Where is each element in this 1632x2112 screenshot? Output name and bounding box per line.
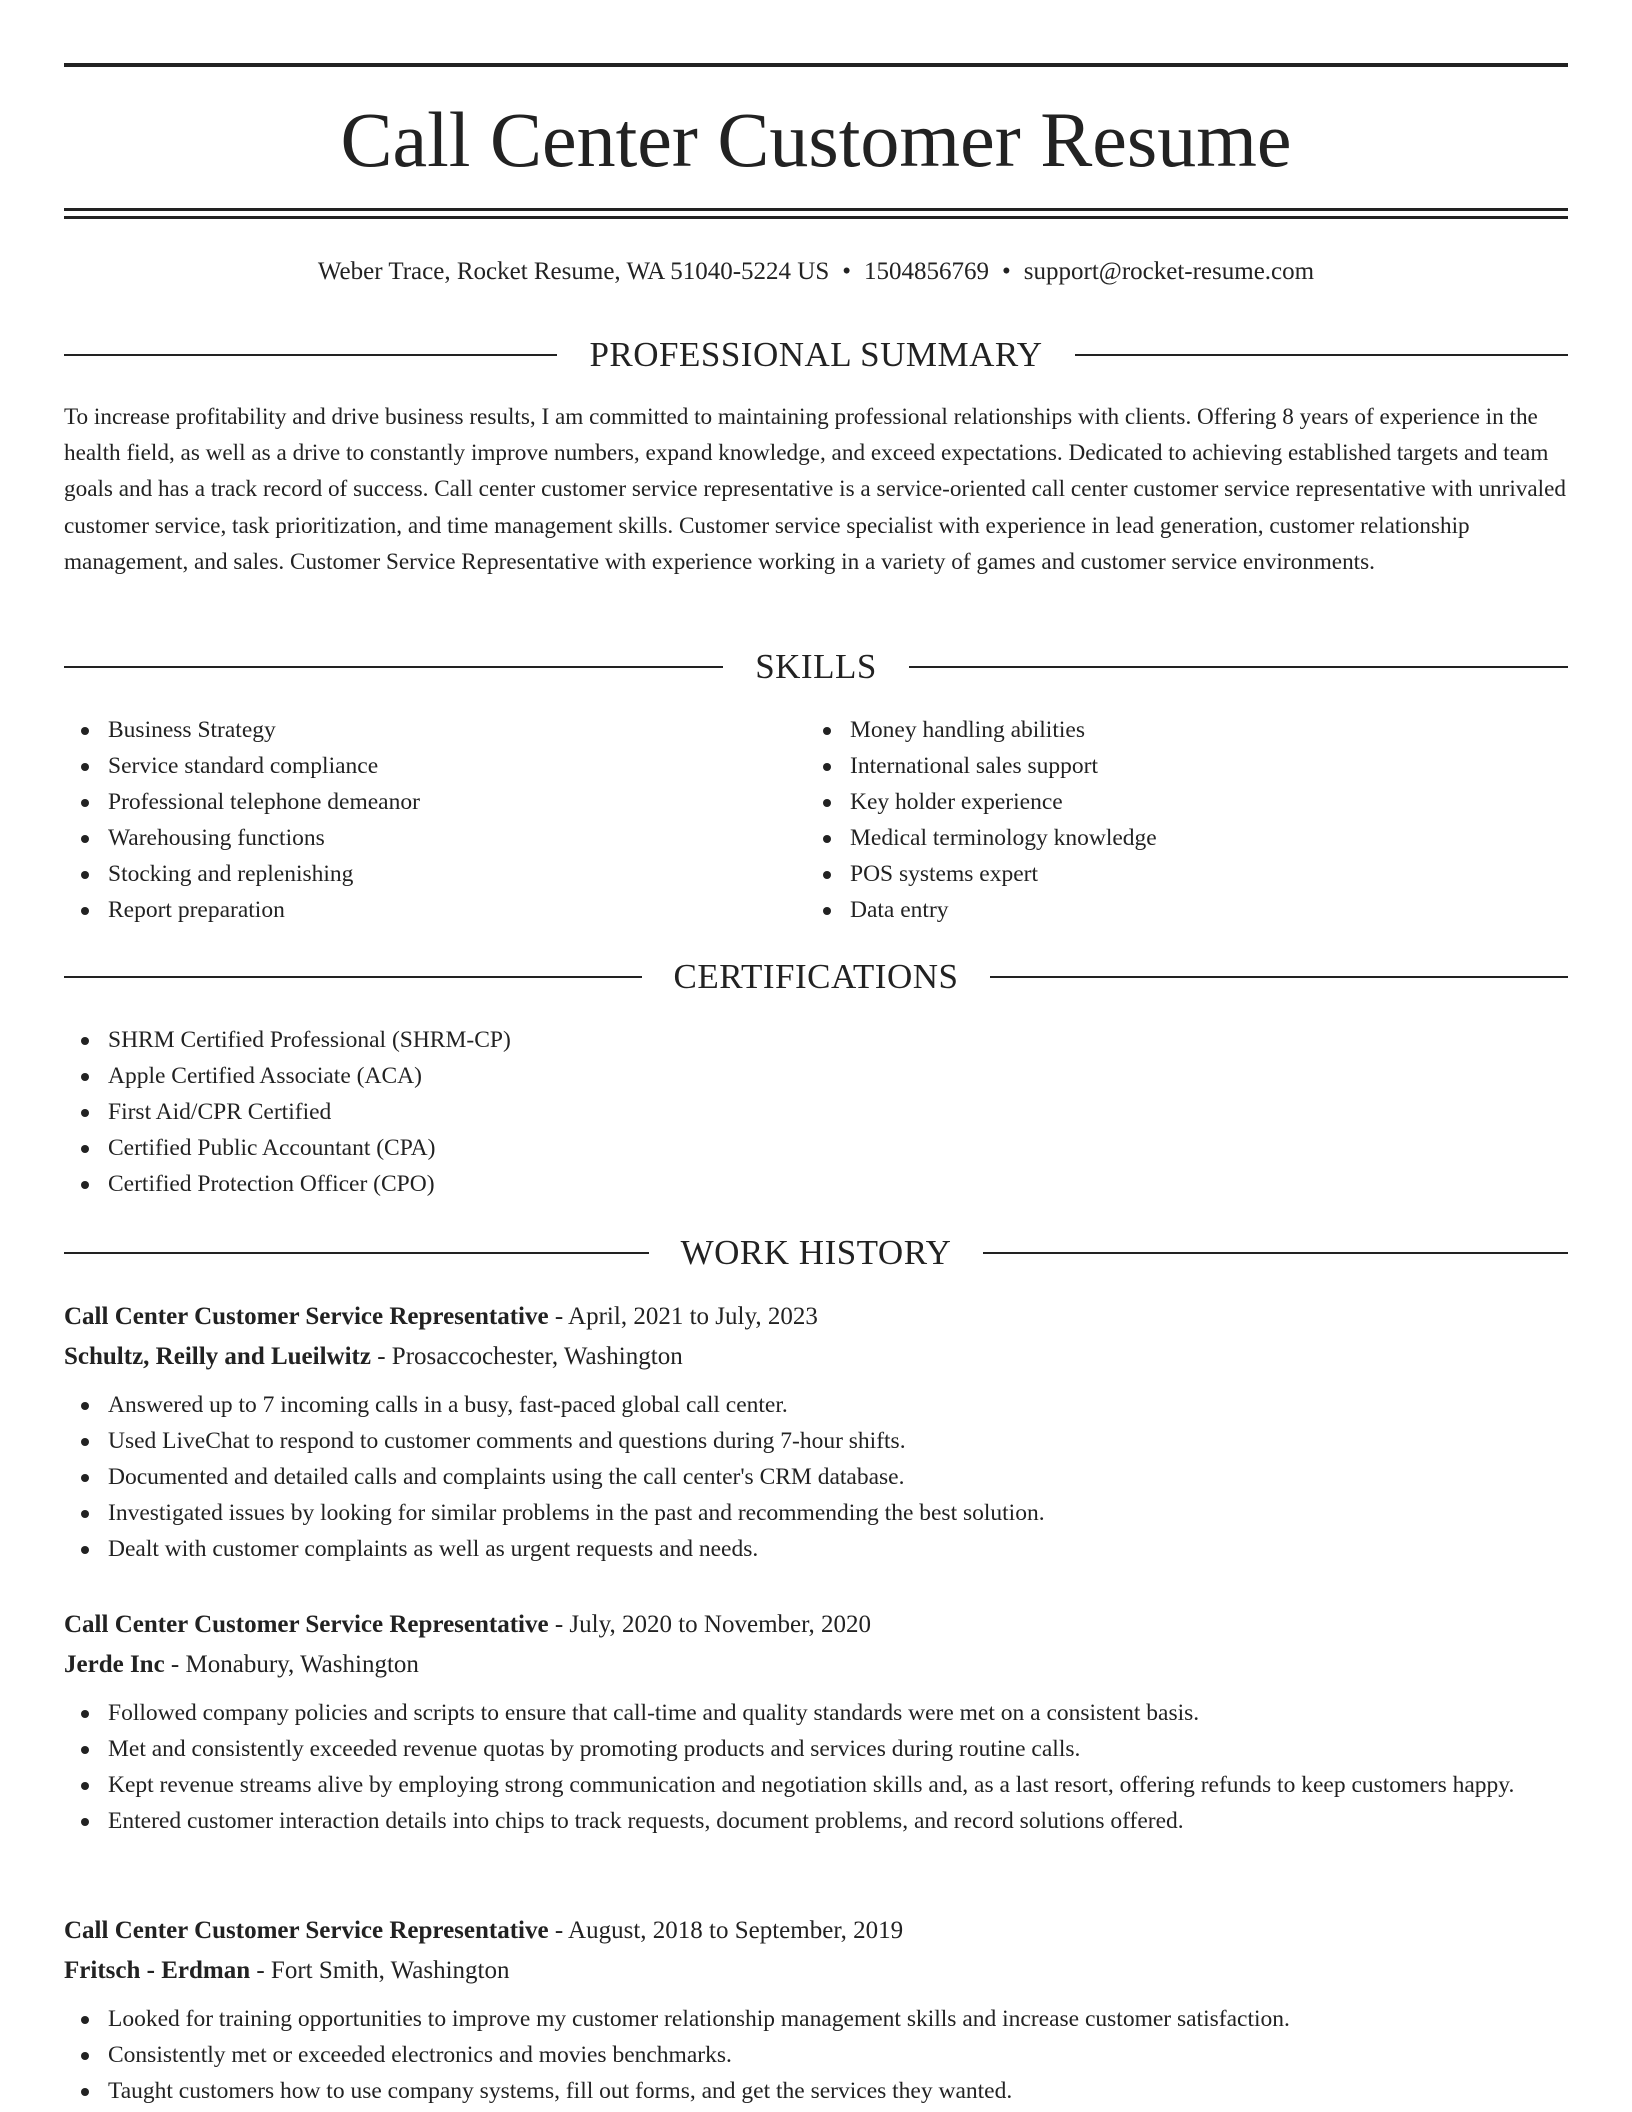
certifications-list [64, 1022, 1568, 1202]
job-role-line [64, 1605, 1568, 1645]
job-bullets [64, 1387, 1568, 1567]
list-item: Certified Public Accountant (CPA) [64, 1130, 1568, 1166]
heading-rule-right [983, 1252, 1568, 1254]
list-item: SHRM Certified Professional (SHRM-CP) [64, 1022, 1568, 1058]
job-company: Fritsch - Erdman [64, 1957, 251, 1984]
job-company: Schultz, Reilly and Lueilwitz [64, 1343, 371, 1370]
list-item: Met and consistently exceeded revenue quotas by promoting products and services during routine calls. [64, 1731, 1568, 1767]
job-role: Call Center Customer Service Representative [64, 1917, 549, 1944]
resume-title: Call Center Customer Resume [340, 96, 1292, 183]
section-heading-skills [64, 645, 1568, 689]
list-item: Entered customer interaction details into chips to track requests, document problems, and record solutions offered. [64, 1803, 1568, 1839]
heading-rule-left [64, 354, 557, 356]
job-dates: - July, 2020 to November, 2020 [548, 1611, 871, 1638]
heading-rule-right [990, 976, 1568, 978]
section-heading-summary [64, 333, 1568, 377]
skills-list [64, 712, 1568, 928]
section-heading-certifications [64, 955, 1568, 999]
header-bottom-rule-1 [64, 208, 1568, 211]
list-item: Report preparation [64, 892, 806, 928]
section-title: CERTIFICATIONS [673, 957, 959, 996]
section-heading-work-history [64, 1231, 1568, 1275]
contact-address: Weber Trace, Rocket Resume, WA 51040-5224 US [317, 258, 830, 285]
heading-rule-left [64, 976, 642, 978]
list-item: Apple Certified Associate (ACA) [64, 1058, 1568, 1094]
section-title: PROFESSIONAL SUMMARY [589, 335, 1043, 374]
list-item: Money handling abilities [806, 712, 1548, 748]
job-bullets [64, 1695, 1568, 1839]
job-company-line [64, 1951, 1568, 1991]
list-item: International sales support [806, 748, 1548, 784]
section-title: SKILLS [755, 647, 877, 686]
summary-paragraph: To increase profitability and drive business results, I am committed to maintaining professional relationships with clients. Offering 8 years of experience in the health field, as well as a drive to constantly improve numbers, expand knowledge, and exceed expectations. Dedicated to achieving established targets and team goals and has a track record of success. Call center customer service representative is a service-oriented call center customer service representative with unrivaled customer service, task prioritization, and time management skills. Customer service specialist with experience in lead generation, customer relationship management, and sales. Customer Service Representative with experience working in a variety of games and customer service environments. [64, 404, 1567, 575]
list-item: Certified Protection Officer (CPO) [64, 1166, 1568, 1202]
list-item: First Aid/CPR Certified [64, 1094, 1568, 1130]
list-item: Data entry [806, 892, 1548, 928]
job-entry [64, 1297, 1568, 1567]
contact-phone: 1504856769 [864, 258, 990, 285]
skills-column-right [806, 712, 1548, 928]
job-location: - Monabury, Washington [164, 1651, 419, 1678]
section-title: WORK HISTORY [680, 1233, 952, 1272]
list-item: Documented and detailed calls and complaints using the call center's CRM database. [64, 1459, 1568, 1495]
list-item: Stocking and replenishing [64, 856, 806, 892]
heading-rule-right [909, 666, 1568, 668]
job-role-line [64, 1297, 1568, 1337]
job-bullets [64, 2001, 1568, 2109]
job-location: - Fort Smith, Washington [250, 1957, 510, 1984]
heading-rule-right [1075, 354, 1568, 356]
list-item: Key holder experience [806, 784, 1548, 820]
job-company: Jerde Inc [64, 1651, 165, 1678]
list-item: Investigated issues by looking for similar problems in the past and recommending the best solution. [64, 1495, 1568, 1531]
contact-separator: • [842, 258, 852, 285]
job-company-line [64, 1337, 1568, 1377]
list-item: Followed company policies and scripts to ensure that call-time and quality standards were met on a consistent basis. [64, 1695, 1568, 1731]
header-top-rule [64, 63, 1568, 67]
list-item: POS systems expert [806, 856, 1548, 892]
list-item: Looked for training opportunities to improve my customer relationship management skills and increase customer satisfaction. [64, 2001, 1568, 2037]
job-dates: - August, 2018 to September, 2019 [548, 1917, 904, 1944]
list-item: Used LiveChat to respond to customer comments and questions during 7-hour shifts. [64, 1423, 1568, 1459]
job-company-line [64, 1645, 1568, 1685]
list-item: Business Strategy [64, 712, 806, 748]
list-item: Taught customers how to use company systems, fill out forms, and get the services they wanted. [64, 2073, 1568, 2109]
job-entry [64, 1605, 1568, 1839]
list-item: Consistently met or exceeded electronics and movies benchmarks. [64, 2037, 1568, 2073]
skills-column-left [64, 712, 806, 928]
job-entry [64, 1911, 1568, 2109]
heading-rule-left [64, 666, 723, 668]
job-dates: - April, 2021 to July, 2023 [548, 1303, 818, 1330]
list-item: Kept revenue streams alive by employing strong communication and negotiation skills and, as a last resort, offering refunds to keep customers happy. [64, 1767, 1568, 1803]
job-role-line [64, 1911, 1568, 1951]
job-role: Call Center Customer Service Representative [64, 1303, 549, 1330]
contact-separator: • [1002, 258, 1011, 285]
list-item: Dealt with customer complaints as well as urgent requests and needs. [64, 1531, 1568, 1567]
list-item: Warehousing functions [64, 820, 806, 856]
header-bottom-rule-2 [64, 216, 1568, 219]
list-item: Professional telephone demeanor [64, 784, 806, 820]
list-item: Medical terminology knowledge [806, 820, 1548, 856]
contact-line [64, 254, 1568, 290]
list-item: Service standard compliance [64, 748, 806, 784]
job-role: Call Center Customer Service Representative [64, 1611, 549, 1638]
list-item: Answered up to 7 incoming calls in a busy, fast-paced global call center. [64, 1387, 1568, 1423]
heading-rule-left [64, 1252, 649, 1254]
contact-email: support@rocket-resume.com [1023, 258, 1315, 285]
job-location: - Prosaccochester, Washington [370, 1343, 683, 1370]
